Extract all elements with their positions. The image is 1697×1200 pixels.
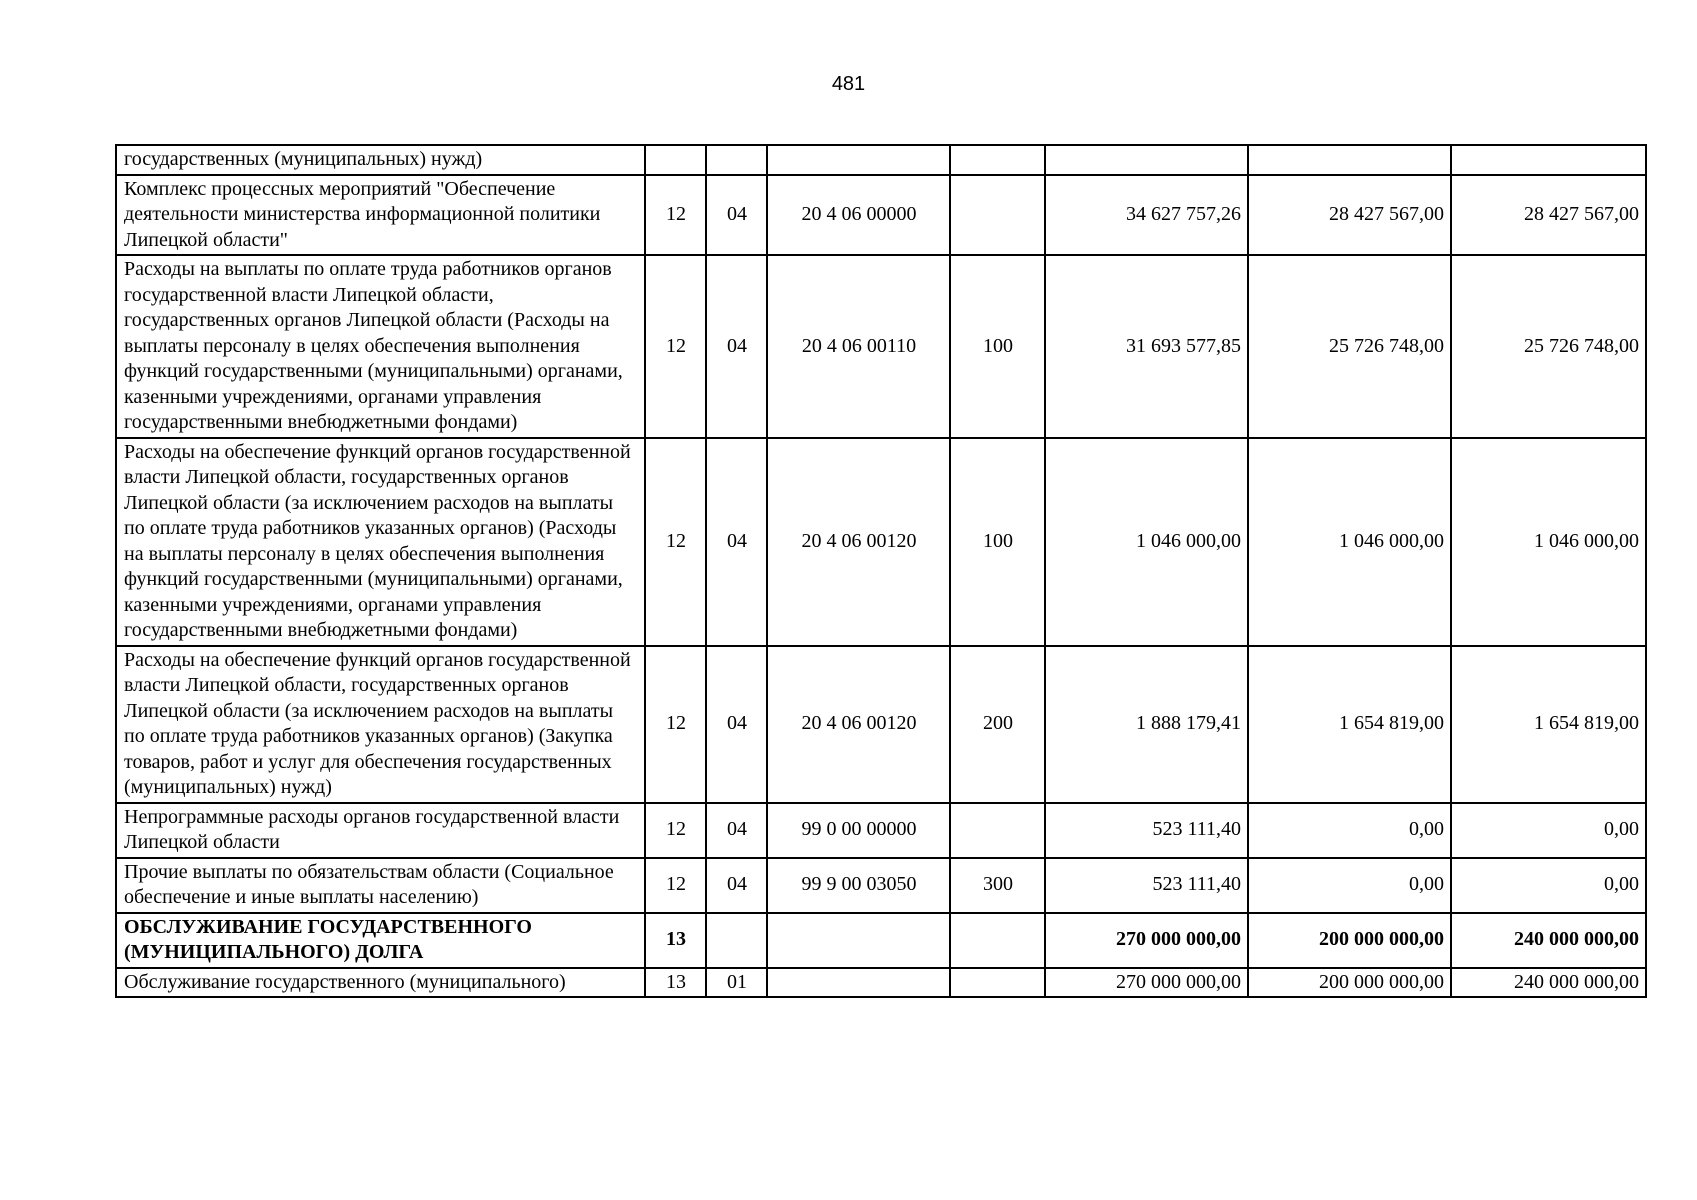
cell-section: 13 xyxy=(645,913,706,968)
cell-target-article xyxy=(767,145,950,175)
table-row xyxy=(116,968,1646,998)
table-row xyxy=(116,858,1646,913)
cell-expense-type: 200 xyxy=(950,646,1045,803)
cell-target-article: 20 4 06 00000 xyxy=(767,175,950,256)
cell-amount-1: 1 046 000,00 xyxy=(1045,438,1248,646)
cell-amount-2 xyxy=(1248,145,1451,175)
cell-subsection: 04 xyxy=(706,438,767,646)
table-row xyxy=(116,646,1646,803)
cell-amount-3: 25 726 748,00 xyxy=(1451,255,1646,438)
cell-amount-1: 523 111,40 xyxy=(1045,858,1248,913)
cell-name: государственных (муниципальных) нужд) xyxy=(116,145,645,175)
cell-section: 12 xyxy=(645,175,706,256)
cell-section: 12 xyxy=(645,438,706,646)
cell-amount-1 xyxy=(1045,145,1248,175)
cell-amount-3: 1 654 819,00 xyxy=(1451,646,1646,803)
cell-target-article: 20 4 06 00120 xyxy=(767,438,950,646)
cell-section: 12 xyxy=(645,858,706,913)
cell-expense-type xyxy=(950,145,1045,175)
cell-expense-type: 300 xyxy=(950,858,1045,913)
cell-name: Расходы на обеспечение функций органов государственной власти Липецкой области, государственных органов Липецкой области (за исключением расходов на выплаты по оплате труда работников указанных органов) (Расходы на выплаты персоналу в целях обеспечения выполнения функций государственными (муниципальными) органами, казенными учреждениями, органами управления государственными внебюджетными фондами) xyxy=(116,438,645,646)
cell-subsection: 04 xyxy=(706,255,767,438)
table-row xyxy=(116,145,1646,175)
cell-name: Обслуживание государственного (муниципального) xyxy=(116,968,645,998)
cell-amount-3: 0,00 xyxy=(1451,858,1646,913)
cell-expense-type xyxy=(950,175,1045,256)
cell-amount-1: 31 693 577,85 xyxy=(1045,255,1248,438)
cell-name: Непрограммные расходы органов государственной власти Липецкой области xyxy=(116,803,645,858)
cell-amount-1: 1 888 179,41 xyxy=(1045,646,1248,803)
cell-subsection: 04 xyxy=(706,803,767,858)
cell-amount-2: 1 654 819,00 xyxy=(1248,646,1451,803)
cell-amount-3: 0,00 xyxy=(1451,803,1646,858)
cell-expense-type: 100 xyxy=(950,438,1045,646)
cell-expense-type xyxy=(950,968,1045,998)
cell-target-article: 20 4 06 00110 xyxy=(767,255,950,438)
cell-expense-type xyxy=(950,803,1045,858)
cell-name: Расходы на выплаты по оплате труда работников органов государственной власти Липецкой области, государственных органов Липецкой области (Расходы на выплаты персоналу в целях обеспечения выполнения функций государственными (муниципальными) органами, казенными учреждениями, органами управления государственными внебюджетными фондами) xyxy=(116,255,645,438)
cell-amount-2: 25 726 748,00 xyxy=(1248,255,1451,438)
cell-target-article: 99 9 00 03050 xyxy=(767,858,950,913)
cell-name: ОБСЛУЖИВАНИЕ ГОСУДАРСТВЕННОГО (МУНИЦИПАЛЬНОГО) ДОЛГА xyxy=(116,913,645,968)
cell-amount-2: 1 046 000,00 xyxy=(1248,438,1451,646)
cell-name: Расходы на обеспечение функций органов государственной власти Липецкой области, государственных органов Липецкой области (за исключением расходов на выплаты по оплате труда работников указанных органов) (Закупка товаров, работ и услуг для обеспечения государственных (муниципальных) нужд) xyxy=(116,646,645,803)
cell-amount-2: 28 427 567,00 xyxy=(1248,175,1451,256)
cell-subsection xyxy=(706,913,767,968)
table-row xyxy=(116,175,1646,256)
table-row xyxy=(116,803,1646,858)
cell-amount-1: 523 111,40 xyxy=(1045,803,1248,858)
cell-target-article xyxy=(767,968,950,998)
cell-subsection: 04 xyxy=(706,858,767,913)
cell-expense-type xyxy=(950,913,1045,968)
cell-amount-1: 270 000 000,00 xyxy=(1045,913,1248,968)
cell-section: 12 xyxy=(645,803,706,858)
table-row xyxy=(116,913,1646,968)
cell-name: Прочие выплаты по обязательствам области (Социальное обеспечение и иные выплаты населению) xyxy=(116,858,645,913)
cell-amount-3: 240 000 000,00 xyxy=(1451,913,1646,968)
budget-table xyxy=(115,144,1647,998)
cell-amount-2: 200 000 000,00 xyxy=(1248,968,1451,998)
cell-amount-3 xyxy=(1451,145,1646,175)
cell-subsection: 04 xyxy=(706,175,767,256)
cell-section: 12 xyxy=(645,646,706,803)
cell-subsection: 04 xyxy=(706,646,767,803)
cell-section xyxy=(645,145,706,175)
cell-section: 12 xyxy=(645,255,706,438)
cell-amount-2: 0,00 xyxy=(1248,858,1451,913)
budget-table-body xyxy=(116,145,1646,997)
cell-amount-3: 1 046 000,00 xyxy=(1451,438,1646,646)
page-number: 481 xyxy=(831,73,866,95)
cell-amount-1: 270 000 000,00 xyxy=(1045,968,1248,998)
cell-amount-1: 34 627 757,26 xyxy=(1045,175,1248,256)
cell-amount-3: 28 427 567,00 xyxy=(1451,175,1646,256)
cell-section: 13 xyxy=(645,968,706,998)
cell-target-article xyxy=(767,913,950,968)
cell-amount-2: 0,00 xyxy=(1248,803,1451,858)
cell-subsection xyxy=(706,145,767,175)
cell-expense-type: 100 xyxy=(950,255,1045,438)
cell-target-article: 99 0 00 00000 xyxy=(767,803,950,858)
table-row xyxy=(116,438,1646,646)
cell-amount-3: 240 000 000,00 xyxy=(1451,968,1646,998)
table-row xyxy=(116,255,1646,438)
cell-subsection: 01 xyxy=(706,968,767,998)
cell-target-article: 20 4 06 00120 xyxy=(767,646,950,803)
cell-amount-2: 200 000 000,00 xyxy=(1248,913,1451,968)
cell-name: Комплекс процессных мероприятий "Обеспечение деятельности министерства информационной политики Липецкой области" xyxy=(116,175,645,256)
